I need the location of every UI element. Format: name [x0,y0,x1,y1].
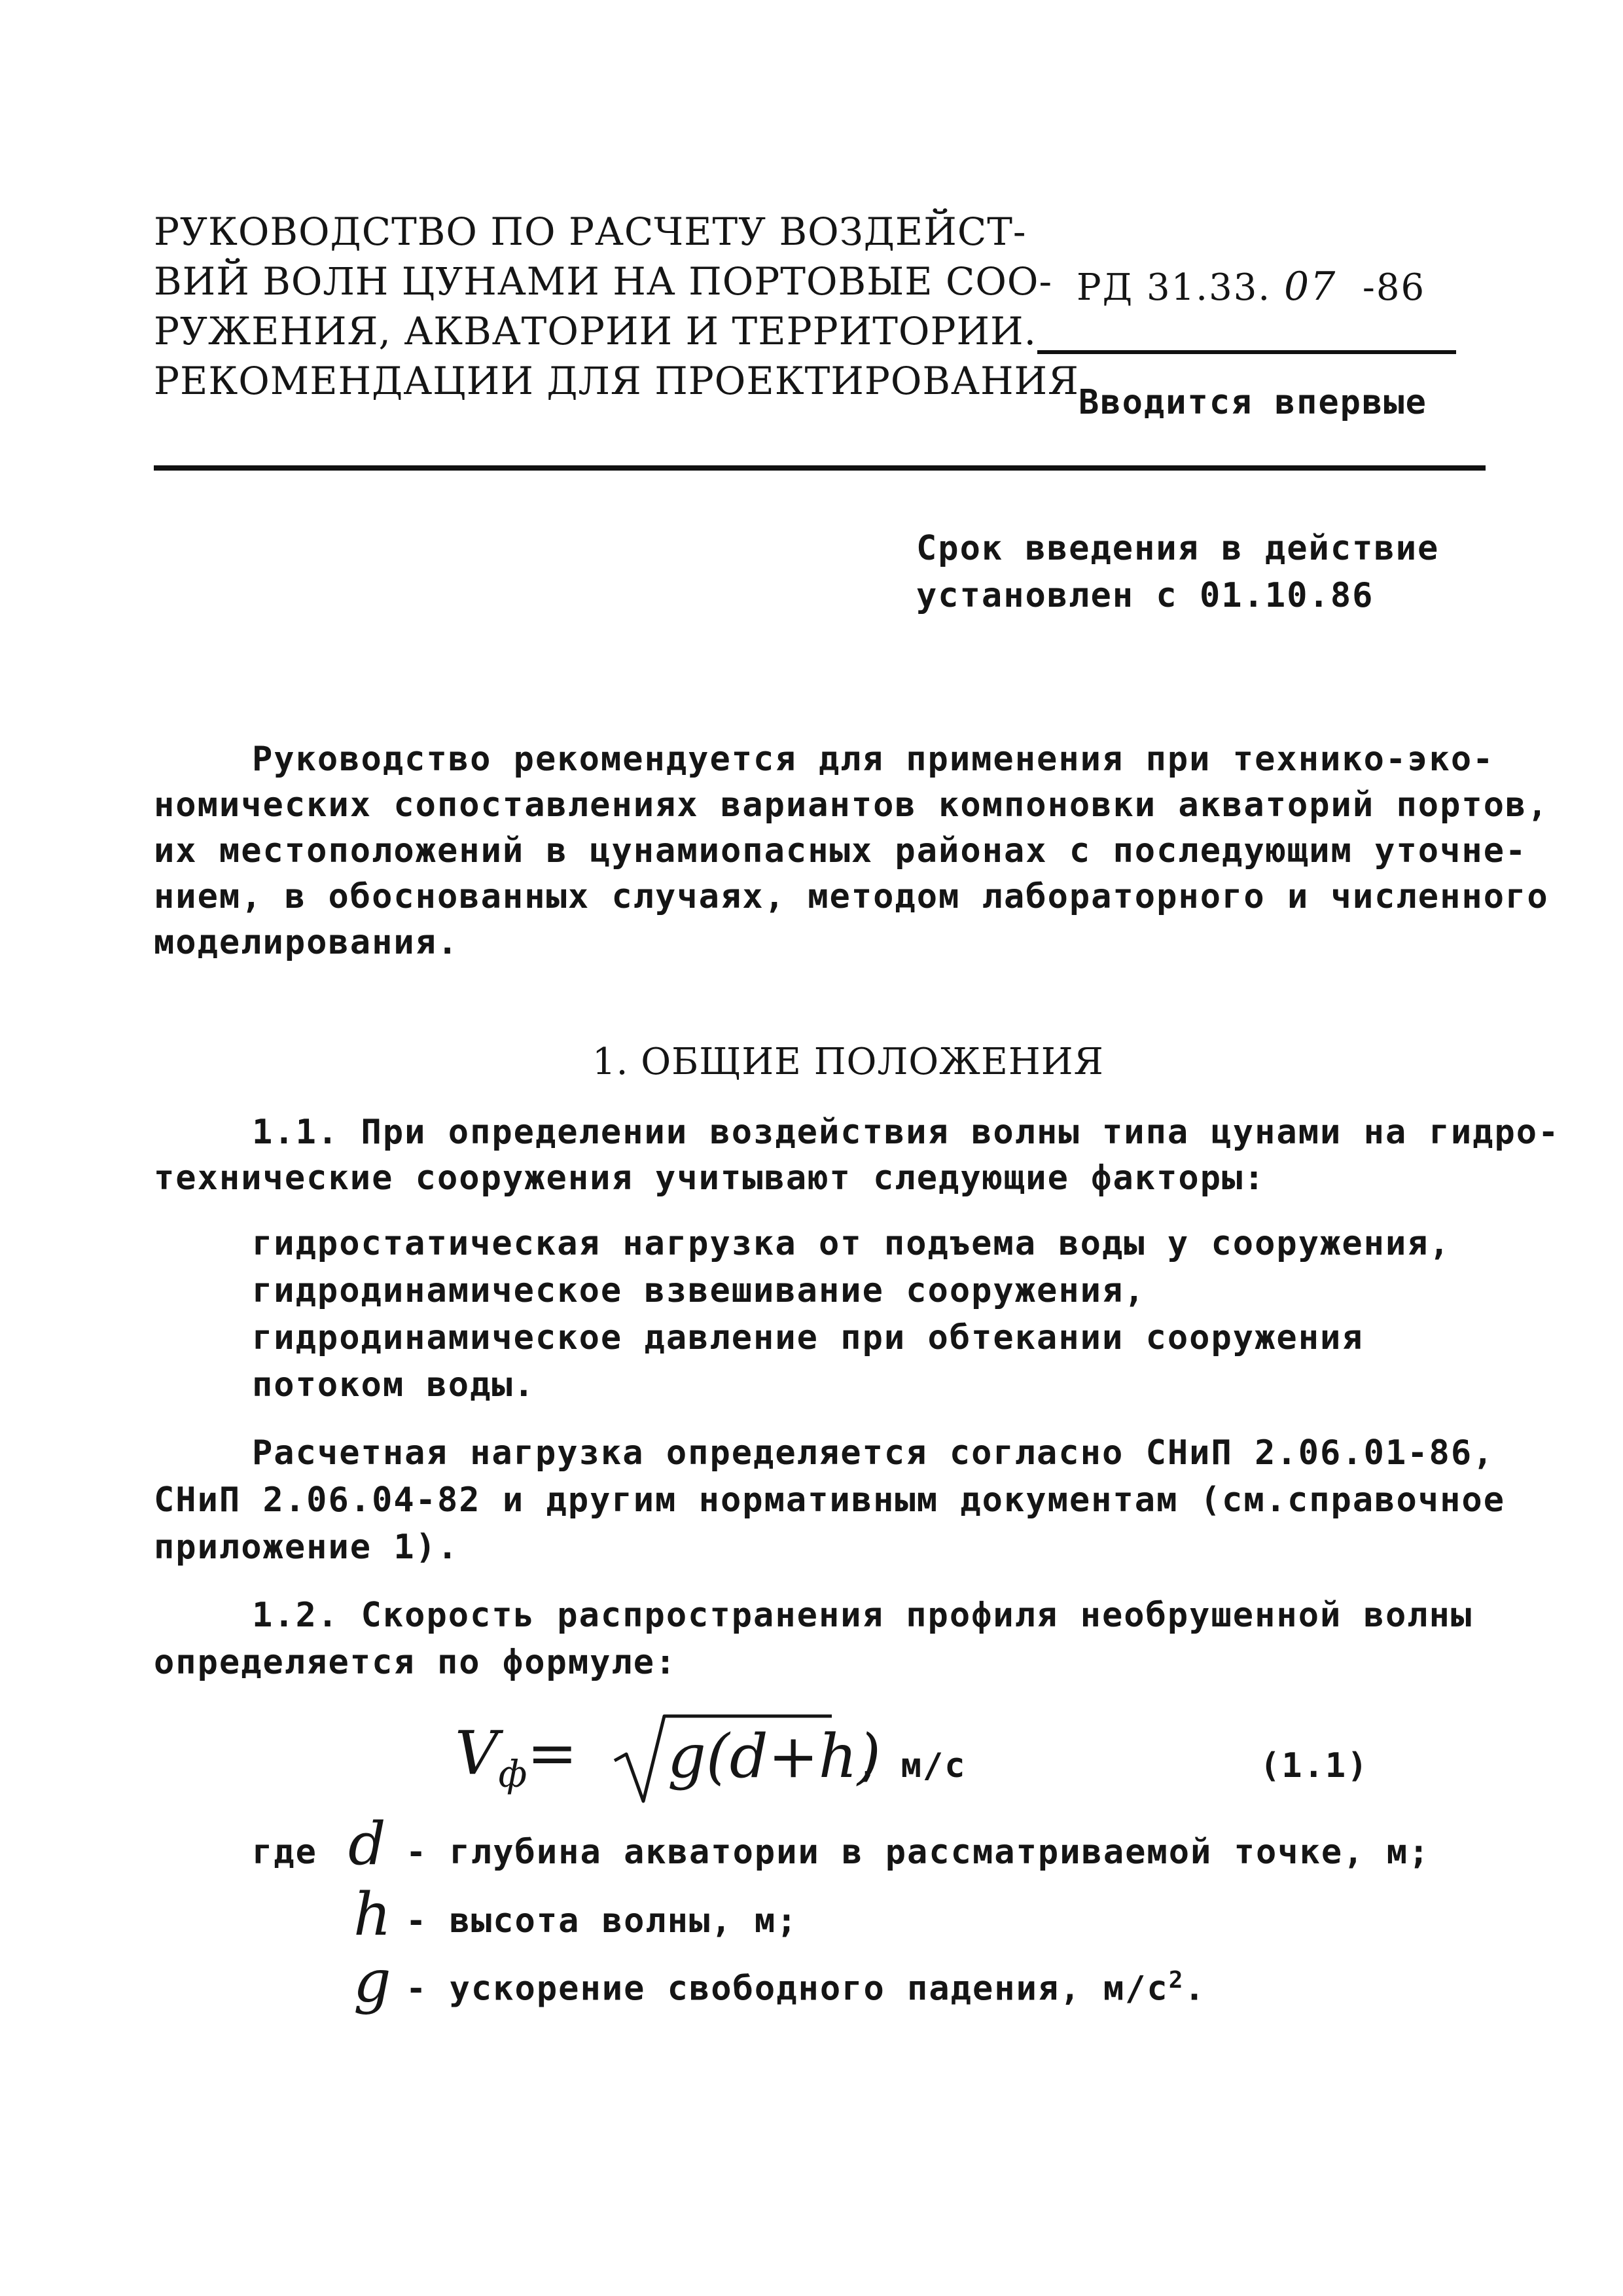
effective-date-line-1: Срок введения в действие [916,529,1440,568]
formula-equals: = [527,1718,578,1788]
legend-where: где [252,1833,317,1872]
legend-symbol-g: g [353,1947,391,2016]
effective-date-line-2: установлен с 01.10.86 [916,576,1374,615]
intro-line-5: моделирования. [154,923,459,962]
legend-symbol-h: h [353,1880,391,1949]
document-code-number: 07 [1283,264,1337,310]
title-line-3: РУЖЕНИЯ, АКВАТОРИИ И ТЕРРИТОРИИ. [154,309,1037,353]
document-code-suffix: -86 [1362,266,1426,309]
document-code [1077,264,1425,310]
factor-item: гидродинамическое давление при обтекании сооружения [252,1318,1364,1357]
formula-unit: , м/с [857,1746,967,1785]
title-line-4: РЕКОМЕНДАЦИИ ДЛЯ ПРОЕКТИРОВАНИЯ [154,359,1079,403]
section-heading: 1. ОБЩИЕ ПОЛОЖЕНИЯ [592,1041,1104,1083]
factor-item: гидродинамическое взвешивание сооружения, [252,1271,1146,1310]
p2-line-1: Расчетная нагрузка определяется согласно СНиП 2.06.01-86, [252,1433,1495,1473]
title-line-2: ВИЙ ВОЛН ЦУНАМИ НА ПОРТОВЫЕ СОО- [154,259,1053,304]
intro-line-1: Руководство рекомендуется для применения при технико-эко- [252,740,1495,779]
formula-lhs-symbol: V [455,1718,499,1788]
legend-text-g [406,1967,1206,2008]
legend-text-d: - глубина акватории в рассматриваемой точке, м; [406,1833,1431,1872]
legend-g-unit-exponent: 2 [1168,1967,1185,1994]
intro-line-3: их местоположений в цунамиопасных районах с последующим уточне- [154,831,1527,870]
p1-line-1: 1.1. При определении воздействия волны типа цунами на гидро- [252,1113,1560,1152]
code-underline [1037,350,1456,354]
status-label: Вводится впервые [1079,383,1427,422]
factor-item: потоком воды. [252,1365,535,1405]
p3-line-2: определяется по формуле: [154,1643,677,1682]
legend-symbol-d: d [348,1810,386,1878]
legend-text-g-body: - ускорение свободного падения, м/с [406,1969,1169,2009]
formula-lhs-subscript: ф [498,1753,527,1796]
factor-item: гидростатическая нагрузка от подъема воды у сооружения, [252,1224,1451,1263]
title-line-1: РУКОВОДСТВО ПО РАСЧЕТУ ВОЗДЕЙСТ- [154,209,1027,254]
header-divider [154,465,1486,471]
intro-line-2: номических сопоставлениях вариантов компоновки акваторий портов, [154,785,1549,825]
formula-radicand: g(d+h) [668,1721,881,1791]
intro-line-4: нием, в обоснованных случаях, методом лабораторного и численного [154,877,1549,916]
p1-line-2: технические сооружения учитывают следующие факторы: [154,1158,1266,1198]
legend-text-h: - высота волны, м; [406,1901,798,1941]
p3-line-1: 1.2. Скорость распространения профиля необрушенной волны [252,1596,1473,1635]
p2-line-2: СНиП 2.06.04-82 и другим нормативным документам (см.справочное [154,1480,1506,1520]
formula-number: (1.1) [1260,1746,1369,1785]
formula-lhs [455,1718,577,1795]
document-code-prefix: РД 31.33. [1077,266,1272,309]
legend-g-unit-end: . [1184,1969,1206,2009]
p2-line-3: приложение 1). [154,1528,459,1567]
